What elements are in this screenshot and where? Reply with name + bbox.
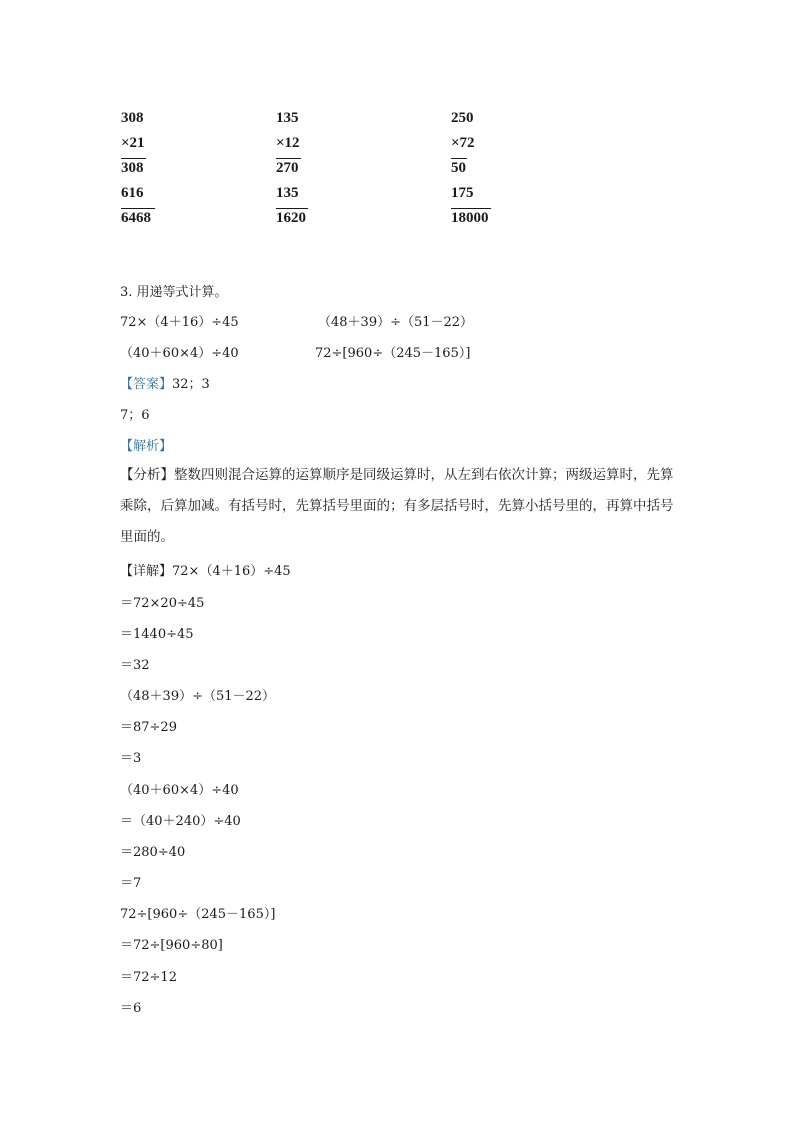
- partial-product-2: 135: [276, 185, 299, 201]
- multiplier: ×12: [276, 135, 300, 151]
- partial-product-2: 616: [121, 185, 144, 201]
- line-bar: [451, 208, 491, 209]
- multiplicand: 250: [451, 110, 474, 126]
- answer-line-1: 【答案】32；3: [120, 377, 210, 392]
- step-line: （40＋60×4）÷40: [120, 783, 239, 798]
- line-bar: [451, 158, 467, 159]
- multiplier: ×21: [121, 135, 145, 151]
- vertical-calc-2: [276, 106, 306, 231]
- partial-product-2: 175: [451, 185, 474, 201]
- answer-line-2: 7；6: [120, 408, 150, 423]
- step-line: 72÷[960÷（245－165）]: [120, 907, 276, 922]
- detail-line: 【详解】72×（4＋16）÷45: [120, 564, 291, 579]
- question-title: 3. 用递等式计算。: [120, 285, 228, 300]
- product: 6468: [121, 206, 151, 231]
- step-line: ＝280÷40: [120, 845, 186, 860]
- step-line: ＝87÷29: [120, 720, 177, 735]
- analysis-label: 【解析】: [120, 439, 173, 454]
- line-bar: [276, 158, 301, 159]
- expression-1: 72×（4＋16）÷45: [120, 315, 239, 330]
- line-bar: [121, 208, 155, 209]
- detail-label: 【详解】: [120, 564, 173, 579]
- partial-product-1: 270: [276, 156, 306, 181]
- multiplicand: 308: [121, 110, 144, 126]
- step-line: ＝（40＋240）÷40: [120, 814, 241, 829]
- fenxi-text: 整数四则混合运算的运算顺序是同级运算时，从左到右依次计算；两级运算时，先算乘除，后算加减。有括号时，先算括号里面的；有多层括号时，先算小括号里的，再算中括号里面的。: [120, 467, 674, 545]
- step-line: ＝72÷12: [120, 970, 177, 985]
- step-line: （48＋39）÷（51－22）: [120, 689, 276, 704]
- step-line: ＝1440÷45: [120, 627, 194, 642]
- step-line: ＝32: [120, 658, 150, 673]
- step-line: ＝3: [120, 751, 142, 766]
- partial-product-1: 50: [451, 160, 466, 176]
- step-line: ＝72÷[960÷80]: [120, 938, 223, 953]
- partial-product-1: 308: [121, 156, 151, 181]
- product: 18000: [451, 206, 489, 231]
- step-line: ＝7: [120, 876, 142, 891]
- multiplier: ×72: [451, 135, 475, 151]
- expression-4: 72÷[960÷（245－165）]: [315, 346, 471, 361]
- expression-3: （40＋60×4）÷40: [120, 346, 239, 361]
- analysis-explanation: [120, 460, 680, 553]
- answer-label: 【答案】: [120, 377, 173, 392]
- product: 1620: [276, 210, 306, 226]
- vertical-calc-1: [121, 106, 151, 231]
- fenxi-label: 【分析】: [120, 467, 174, 483]
- vertical-calc-3: [451, 106, 489, 231]
- multiplicand: 135: [276, 110, 299, 126]
- line-bar: [276, 208, 308, 209]
- line-bar: [121, 158, 146, 159]
- step-line: ＝72×20÷45: [120, 596, 205, 611]
- expression-2: （48＋39）÷（51－22）: [318, 315, 474, 330]
- step-line: ＝6: [120, 1001, 142, 1016]
